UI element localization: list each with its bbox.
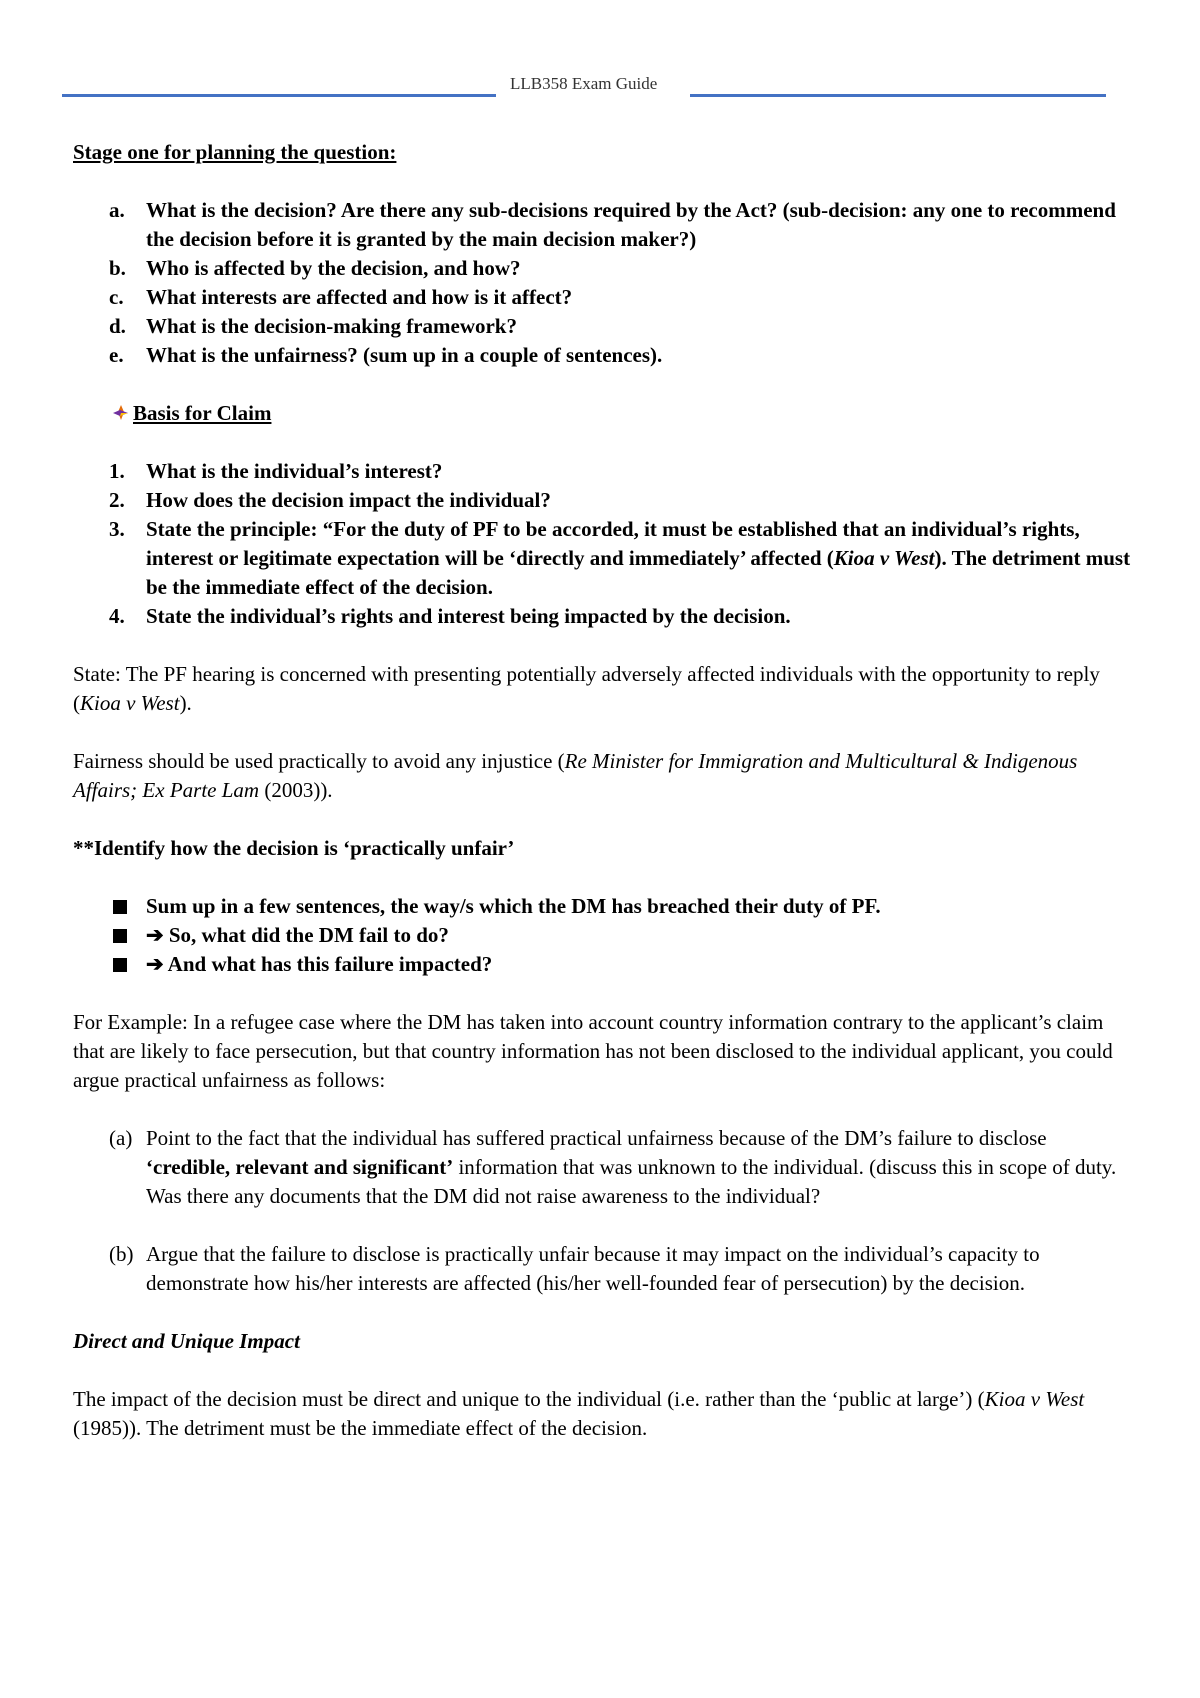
- page-header: [62, 72, 1106, 120]
- header-title: LLB358 Exam Guide: [510, 74, 658, 93]
- square-bullet-icon: [113, 900, 127, 914]
- list-item: ➔ So, what did the DM fail to do?: [73, 921, 1133, 950]
- example-list: [73, 1124, 1133, 1211]
- case-citation: Kioa v West: [833, 546, 935, 570]
- identify-heading: **Identify how the decision is ‘practically unfair’: [73, 836, 515, 860]
- list-item: e. What is the unfairness? (sum up in a couple of sentences).: [109, 343, 663, 367]
- stage-one-list: [73, 196, 1133, 370]
- square-bullet-icon: [113, 958, 127, 972]
- list-item: ➔ And what has this failure impacted?: [73, 950, 1133, 979]
- arrow-bullet-icon: [112, 404, 130, 422]
- document-body: [73, 138, 1133, 1443]
- list-item: 1. What is the individual’s interest?: [109, 459, 443, 483]
- list-item: 2. How does the decision impact the individual?: [109, 488, 551, 512]
- list-item: (b) Argue that the failure to disclose is practically unfair because it may impact on the individual’s capacity to demonstrate how his/her interests are affected (his/her well-founded fear of persecution) by the decision.: [109, 1242, 1040, 1295]
- basis-list: [73, 457, 1133, 631]
- case-citation: Kioa v West: [80, 691, 180, 715]
- list-item: d. What is the decision-making framework?: [109, 314, 517, 338]
- list-item: b. Who is affected by the decision, and how?: [109, 256, 521, 280]
- basis-heading: Basis for Claim: [73, 399, 1133, 428]
- state-paragraph: State: The PF hearing is concerned with presenting potentially adversely affected individuals with the opportunity to reply (Kioa v West).: [73, 662, 1100, 715]
- list-item: a. What is the decision? Are there any sub-decisions required by the Act? (sub-decision: any one to recommend the decision before it is granted by the main decision maker?): [109, 198, 1116, 251]
- stage-one-heading: Stage one for planning the question:: [73, 140, 397, 164]
- list-item: c. What interests are affected and how is it affect?: [109, 285, 573, 309]
- header-rule-left: [62, 94, 496, 97]
- identify-bullets: [73, 892, 1133, 979]
- list-item: 3. State the principle: “For the duty of PF to be accorded, it must be established that an individual’s rights, interest or legitimate expectation will be ‘directly and immediately’ affected (Kioa v West). The detriment must be the immediate effect of the decision.: [109, 517, 1131, 599]
- fairness-paragraph: Fairness should be used practically to avoid any injustice (Re Minister for Immigration and Multicultural & Indigenous Affairs; Ex Parte Lam (2003)).: [73, 749, 1078, 802]
- case-citation: Kioa v West: [984, 1387, 1085, 1411]
- header-rule-right: [690, 94, 1106, 97]
- list-item: (a) Point to the fact that the individual has suffered practical unfairness because of the DM’s failure to disclose ‘credible, relevant and significant’ information that was unknown to the individual. (discuss this in scope of duty. Was there any documents that the DM did not raise awareness to the individual?: [109, 1126, 1117, 1208]
- list-item: Sum up in a few sentences, the way/s which the DM has breached their duty of PF.: [73, 892, 1133, 921]
- case-citation: Re Minister for Immigration and Multicultural & Indigenous Affairs; Ex Parte Lam: [73, 749, 1078, 802]
- direct-heading: Direct and Unique Impact: [73, 1329, 300, 1353]
- direct-paragraph: The impact of the decision must be direct and unique to the individual (i.e. rather than the ‘public at large’) (Kioa v West (1985)). The detriment must be the immediate effect of the decision.: [73, 1387, 1085, 1440]
- list-item: 4. State the individual’s rights and interest being impacted by the decision.: [109, 604, 791, 628]
- example-intro: For Example: In a refugee case where the DM has taken into account country information contrary to the applicant’s claim that are likely to face persecution, but that country information has not been disclosed to the individual applicant, you could argue practical unfairness as follows:: [73, 1010, 1113, 1092]
- square-bullet-icon: [113, 929, 127, 943]
